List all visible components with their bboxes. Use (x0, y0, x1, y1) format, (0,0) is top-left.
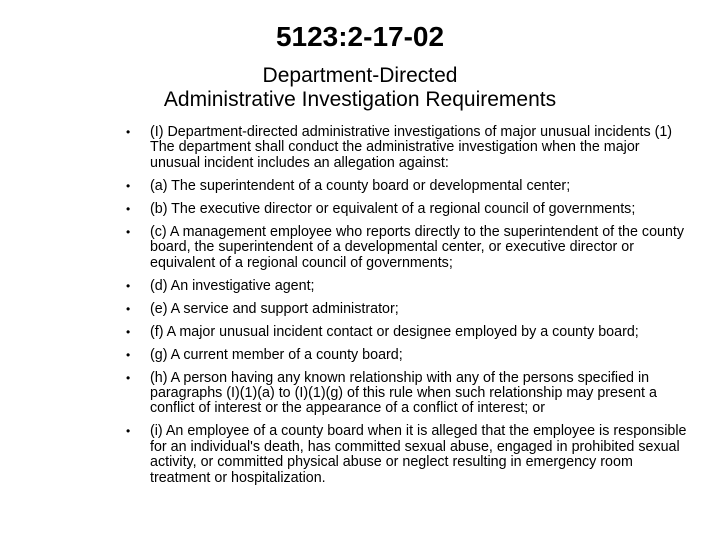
list-item (126, 202, 696, 217)
bullet-icon: • (126, 178, 131, 193)
item-text-line: The department shall conduct the administrative investigation when the major (150, 139, 640, 156)
item-text-line: equivalent of a regional council of governments; (150, 254, 453, 271)
item-text-line: (a) The superintendent of a county board or developmental center; (150, 177, 571, 194)
list-item (126, 225, 696, 271)
bullet-icon: • (126, 278, 131, 293)
item-text-line: (i) An employee of a county board when it is alleged that the employee is responsible (150, 423, 687, 440)
bullet-icon: • (126, 301, 131, 316)
bullet-icon: • (126, 125, 131, 139)
item-text-line: (e) A service and support administrator; (150, 300, 399, 317)
item-text-line: for an individual's death, has committed sexual abuse, engaged in prohibited sexual (150, 438, 680, 455)
item-text-line: board, the superintendent of a developmental center, or executive director or (150, 239, 635, 256)
bullet-icon: • (126, 324, 131, 339)
list-item (126, 179, 696, 194)
item-text-line: (h) A person having any known relationship with any of the persons specified in (150, 369, 650, 386)
item-text-line: (c) A management employee who reports directly to the superintendent of the county (150, 223, 685, 240)
slide-subtitle (0, 64, 720, 112)
bullet-icon: • (126, 224, 131, 239)
item-text-line: conflict of interest or the appearance of a conflict of interest; or (150, 400, 545, 417)
item-text-line: (g) A current member of a county board; (150, 346, 403, 363)
item-text-line: paragraphs (I)(1)(a) to (I)(1)(g) of this rule when such relationship may present a (150, 385, 657, 402)
item-text-line: treatment or hospitalization. (150, 469, 326, 486)
item-text-line: activity, or committed physical abuse or neglect resulting in emergency room (150, 454, 633, 471)
item-text-line: (f) A major unusual incident contact or designee employed by a county board; (150, 323, 639, 340)
list-item (126, 279, 696, 294)
item-text-line: (I) Department-directed administrative investigations of major unusual incidents (1) (150, 124, 673, 140)
list-item (126, 302, 696, 317)
bullet-icon: • (126, 370, 131, 385)
bullet-icon: • (126, 201, 131, 216)
list-item (126, 125, 696, 171)
list-item (126, 325, 696, 340)
list-item (126, 371, 696, 417)
bullet-list (126, 125, 696, 494)
item-text-line: (b) The executive director or equivalent of a regional council of governments; (150, 200, 636, 217)
bullet-icon: • (126, 347, 131, 362)
list-item (126, 424, 696, 486)
subtitle-line: Administrative Investigation Requirements (163, 88, 557, 111)
item-text-line: (d) An investigative agent; (150, 277, 315, 294)
list-item (126, 348, 696, 363)
slide-title: 5123:2-17-02 (275, 21, 445, 52)
item-text-line: unusual incident includes an allegation against: (150, 154, 449, 171)
subtitle-line: Department-Directed (262, 64, 458, 87)
bullet-icon: • (126, 424, 131, 439)
